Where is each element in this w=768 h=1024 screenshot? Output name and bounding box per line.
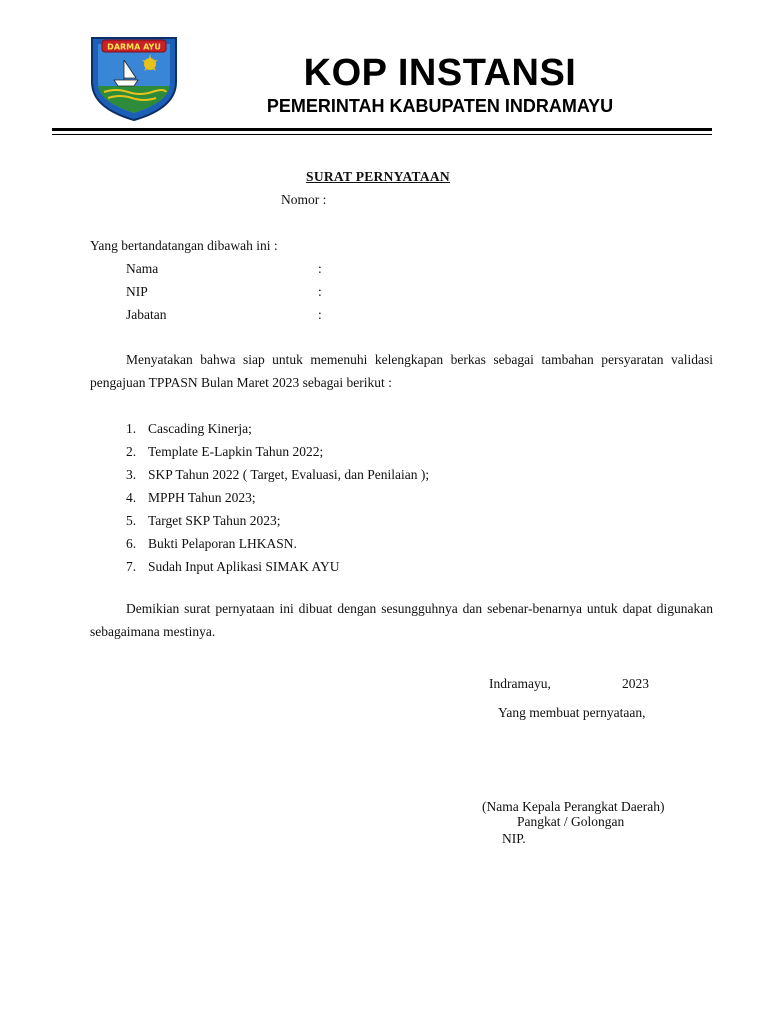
letterhead-divider-thin <box>52 134 712 135</box>
nomor-label: Nomor : <box>281 192 327 207</box>
regency-emblem-logo <box>86 30 182 122</box>
intro-text: Yang bertandatangan dibawah ini : <box>90 238 278 253</box>
document-heading: SURAT PERNYATAAN <box>306 169 450 184</box>
emblem-icon <box>86 30 182 122</box>
field-jabatan-label: Jabatan <box>126 307 167 322</box>
field-nip-colon: : <box>318 284 322 299</box>
list-item: 5. Target SKP Tahun 2023; <box>126 513 281 528</box>
signature-name: (Nama Kepala Perangkat Daerah) <box>482 799 665 814</box>
emblem-banner-text: DARMA AYU <box>107 42 161 52</box>
list-item: 1. Cascading Kinerja; <box>126 421 252 436</box>
field-nip-label: NIP <box>126 284 148 299</box>
closing-paragraph: Demikian surat pernyataan ini dibuat dengan sesungguhnya dan sebenar-benarnya untuk dapat digunakan sebagaimana mestinya. <box>90 601 713 639</box>
letterhead-divider-thick <box>52 128 712 131</box>
letterhead-title: KOP INSTANSI <box>303 52 577 94</box>
field-nama-label: Nama <box>126 261 159 276</box>
letterhead-subtitle: PEMERINTAH KABUPATEN INDRAMAYU <box>266 96 614 116</box>
signature-rank: Pangkat / Golongan <box>517 814 625 829</box>
field-jabatan-colon: : <box>318 307 322 322</box>
statement-paragraph: Menyatakan bahwa siap untuk memenuhi kelengkapan berkas sebagai tambahan persyaratan validasi pengajuan TPPASN Bulan Maret 2023 sebagai berikut : <box>90 352 713 390</box>
signature-maker: Yang membuat pernyataan, <box>498 705 646 720</box>
field-nama-colon: : <box>318 261 322 276</box>
list-item: 4. MPPH Tahun 2023; <box>126 490 256 505</box>
signature-year: 2023 <box>622 676 649 691</box>
requirements-list <box>126 417 429 578</box>
list-item: 3. SKP Tahun 2022 ( Target, Evaluasi, dan Penilaian ); <box>126 467 430 482</box>
list-item: 7. Sudah Input Aplikasi SIMAK AYU <box>126 559 340 574</box>
signature-place: Indramayu, <box>489 676 551 691</box>
list-item: 6. Bukti Pelaporan LHKASN. <box>126 536 297 551</box>
signature-nip: NIP. <box>502 831 526 846</box>
list-item: 2. Template E-Lapkin Tahun 2022; <box>126 444 324 459</box>
